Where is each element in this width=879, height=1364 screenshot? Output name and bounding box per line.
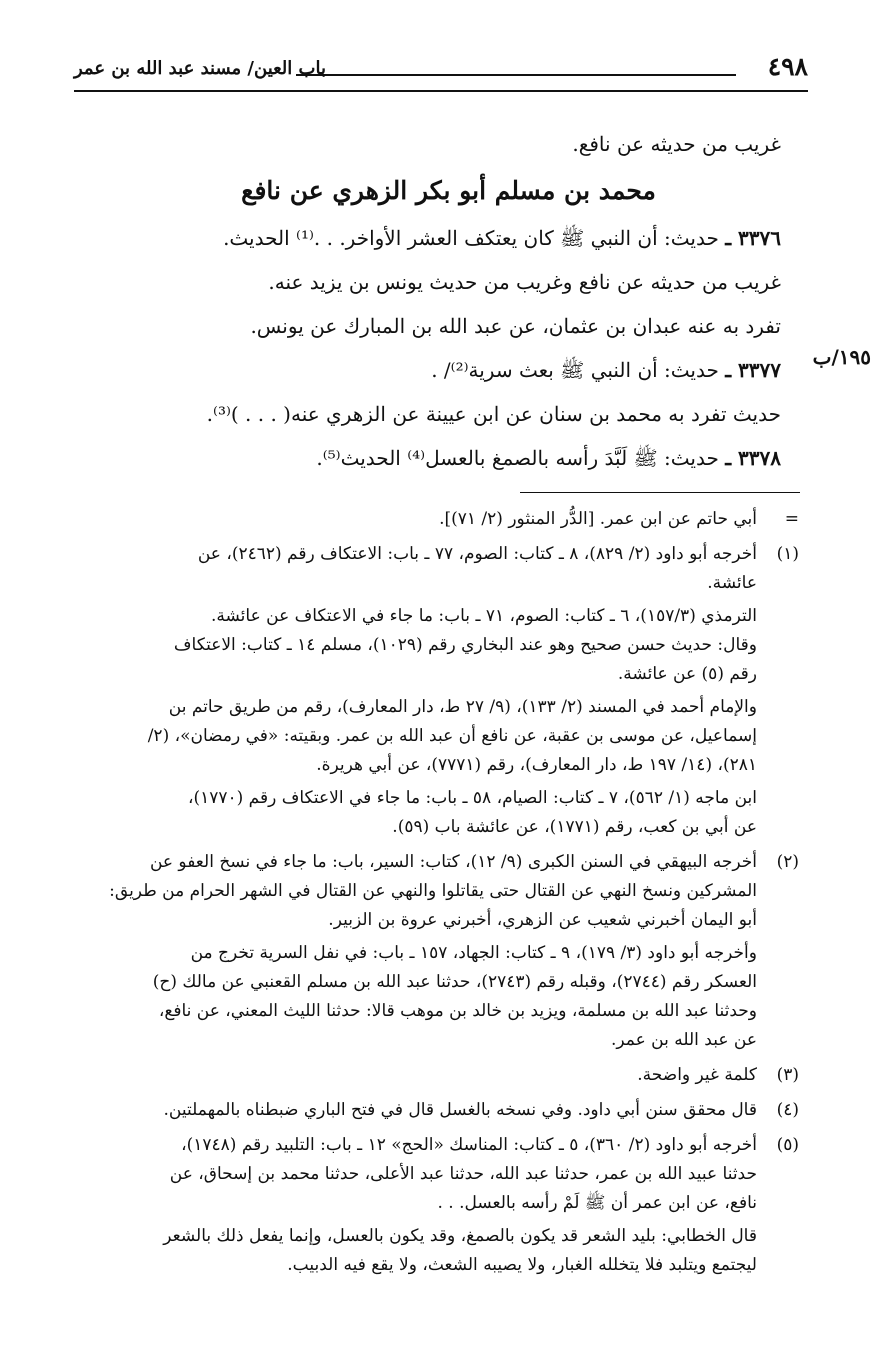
footnote-line: ليجتمع ويتلبد فلا يتخلله الغبار، ولا يصيبه الشعث، ولا يقع فيه الدبيب. — [287, 1255, 757, 1275]
footnote-line: المشركين ونسخ النهي عن القتال حتى يقاتلوا والنهي عن القتال في الشهر الحرام من طريق: — [109, 881, 757, 901]
running-title: باب العين/ مسند عبد الله بن عمر — [74, 58, 326, 79]
footnote-line: أبي حاتم عن ابن عمر. [الدُّر المنثور (٢/ ٧١)]. — [439, 509, 757, 529]
footnote-mark: = — [784, 509, 799, 529]
hadith-line — [116, 348, 781, 392]
footnote-line: نافع، عن ابن عمر أن ﷺ لَمْ رأسه بالعسل. . . — [437, 1193, 757, 1213]
footnote-mark: (١) — [776, 544, 799, 564]
footnote-line: عن عبد الله بن عمر. — [611, 1030, 757, 1050]
footnote-line: ابن ماجه (١/ ٥٦٢)، ٧ ـ كتاب: الصيام، ٥٨ ـ باب: ما جاء في الاعتكاف رقم (١٧٧٠)، — [187, 788, 757, 808]
footnote — [77, 1061, 799, 1090]
footnote-line: إسماعيل، عن موسى بن عقبة، عن نافع أن عبد الله بن عمر. وبقيته: «في رمضان»، (٢/ — [147, 726, 757, 746]
footnote-paragraph — [77, 939, 757, 1055]
hadith-number: ٣٣٧٧ ـ — [725, 358, 781, 382]
footnote-line: والإمام أحمد في المسند (٢/ ١٣٣)، (٩/ ٢٧ ط، دار المعارف)، رقم من طريق حاتم بن — [168, 697, 757, 717]
footnote-line: الترمذي (١٥٧/٣)، ٦ ـ كتاب: الصوم، ٧١ ـ باب: ما جاء في الاعتكاف عن عائشة. — [211, 606, 757, 626]
footnote-paragraph — [77, 1222, 757, 1280]
page-number: ٤٩٨ — [767, 52, 808, 81]
footnote-mark: (٢) — [776, 852, 799, 872]
footnote-line: قال الخطابي: بليد الشعر قد يكون بالصمغ، وقد يكون بالعسل، وإنما يفعل ذلك بالشعر — [163, 1226, 757, 1246]
hadith-text: حديث: أن النبي ﷺ كان يعتكف العشر الأواخر. . .⁽¹⁾ الحديث. — [223, 226, 719, 250]
footnote-mark: (٤) — [776, 1100, 799, 1120]
footnote-line: أخرجه أبو داود (٢/ ٣٦٠)، ٥ ـ كتاب: المناسك «الحج» ١٢ ـ باب: التلبيد رقم (١٧٤٨)، — [181, 1135, 757, 1155]
footnote-paragraph — [77, 1131, 757, 1218]
footnote-paragraph — [77, 1061, 757, 1090]
footnote-line: ٢٨١)، (١٤/ ١٩٧ ط، دار المعارف)، رقم (٧٧٧١)، عن أبي هريرة. — [316, 755, 757, 775]
hadith-number: ٣٣٧٨ ـ — [725, 446, 781, 470]
text-line: غريب من حديثه عن نافع وغريب من حديث يونس بن يزيد عنه. — [268, 270, 781, 294]
hadith-text: حديث: أن النبي ﷺ بعث سرية⁽²⁾/ . — [431, 358, 719, 382]
footnote — [77, 540, 799, 842]
text-line: تفرد به عنه عبدان بن عثمان، عن عبد الله بن المبارك عن يونس. — [250, 314, 781, 338]
chapter-heading: محمد بن مسلم أبو بكر الزهري عن نافع — [241, 176, 656, 205]
footnote-paragraph — [77, 693, 757, 780]
footnote-line: رقم (٥) عن عائشة. — [617, 664, 757, 684]
footnote-line: وحدثنا عبد الله بن مسلمة، ويزيد بن خالد بن موهب قالا: حدثنا الليث المعني، عن نافع، — [158, 1001, 757, 1021]
footnote-line: قال محقق سنن أبي داود. وفي نسخه بالغسل قال في فتح الباري ضبطناه بالمهملتين. — [163, 1100, 757, 1120]
footnote-paragraph — [77, 848, 757, 935]
hadith-line — [116, 216, 781, 260]
footnote — [77, 1096, 799, 1125]
page-header — [74, 50, 808, 92]
footnote-line: وأخرجه أبو داود (٣/ ١٧٩)، ٩ ـ كتاب: الجهاد، ١٥٧ ـ باب: في نفل السرية تخرج من — [190, 943, 757, 963]
footnote-line: أخرجه أبو داود (٢/ ٨٢٩)، ٨ ـ كتاب: الصوم، ٧٧ ـ باب: الاعتكاف رقم (٢٤٦٢)، عن — [197, 544, 757, 564]
footnote-paragraph — [77, 1096, 757, 1125]
footnote-mark: (٣) — [776, 1065, 799, 1085]
footnote-paragraph — [77, 602, 757, 689]
footnote-line: وقال: حديث حسن صحيح وهو عند البخاري رقم (١٠٢٩)، مسلم ١٤ ـ كتاب: الاعتكاف — [173, 635, 757, 655]
footnote-line: عن أبي بن كعب، رقم (١٧٧١)، عن عائشة باب (٥٩). — [392, 817, 757, 837]
footnote-line: حدثنا عبيد الله بن عمر، حدثنا عبد الله، حدثنا عبد الأعلى، حدثنا محمد بن إسحاق، عن — [169, 1164, 757, 1184]
footnote-line: العسكر رقم (٢٧٤٤)، وقبله رقم (٢٧٤٣)، حدثنا عبد الله بن مسلم القعنبي عن مالك (ح) — [152, 972, 757, 992]
footnote — [77, 848, 799, 1055]
main-text — [116, 122, 781, 480]
footnote-paragraph — [77, 784, 757, 842]
footnote-line: كلمة غير واضحة. — [637, 1065, 757, 1085]
footnote-mark: (٥) — [776, 1135, 799, 1155]
footnote-continuation — [77, 505, 799, 534]
hadith-line — [116, 436, 781, 480]
footnote-line: عائشة. — [707, 573, 757, 593]
manuscript-folio-note: ١٩٥/ب — [812, 345, 871, 369]
text-line: حديث تفرد به محمد بن سنان عن ابن عيينة عن الزهري عنه( . . . )⁽³⁾. — [206, 402, 781, 426]
footnote-paragraph — [77, 540, 757, 598]
footnote — [77, 1131, 799, 1280]
footnotes — [77, 505, 799, 1286]
text-line: غريب من حديثه عن نافع. — [572, 132, 781, 156]
hadith-text: حديث: ﷺ لَبَّدَ رأسه بالصمغ بالعسل⁽⁴⁾ الحديث⁽⁵⁾. — [316, 446, 719, 470]
header-rule — [296, 74, 736, 76]
footnote-line: أبو اليمان أخبرني شعيب عن الزهري، أخبرني عروة بن الزبير. — [328, 910, 757, 930]
footnote-separator — [520, 492, 800, 493]
hadith-number: ٣٣٧٦ ـ — [725, 226, 781, 250]
footnote-line: أخرجه البيهقي في السنن الكبرى (٩/ ١٢)، كتاب: السير، باب: ما جاء في نسخ العفو عن — [149, 852, 757, 872]
